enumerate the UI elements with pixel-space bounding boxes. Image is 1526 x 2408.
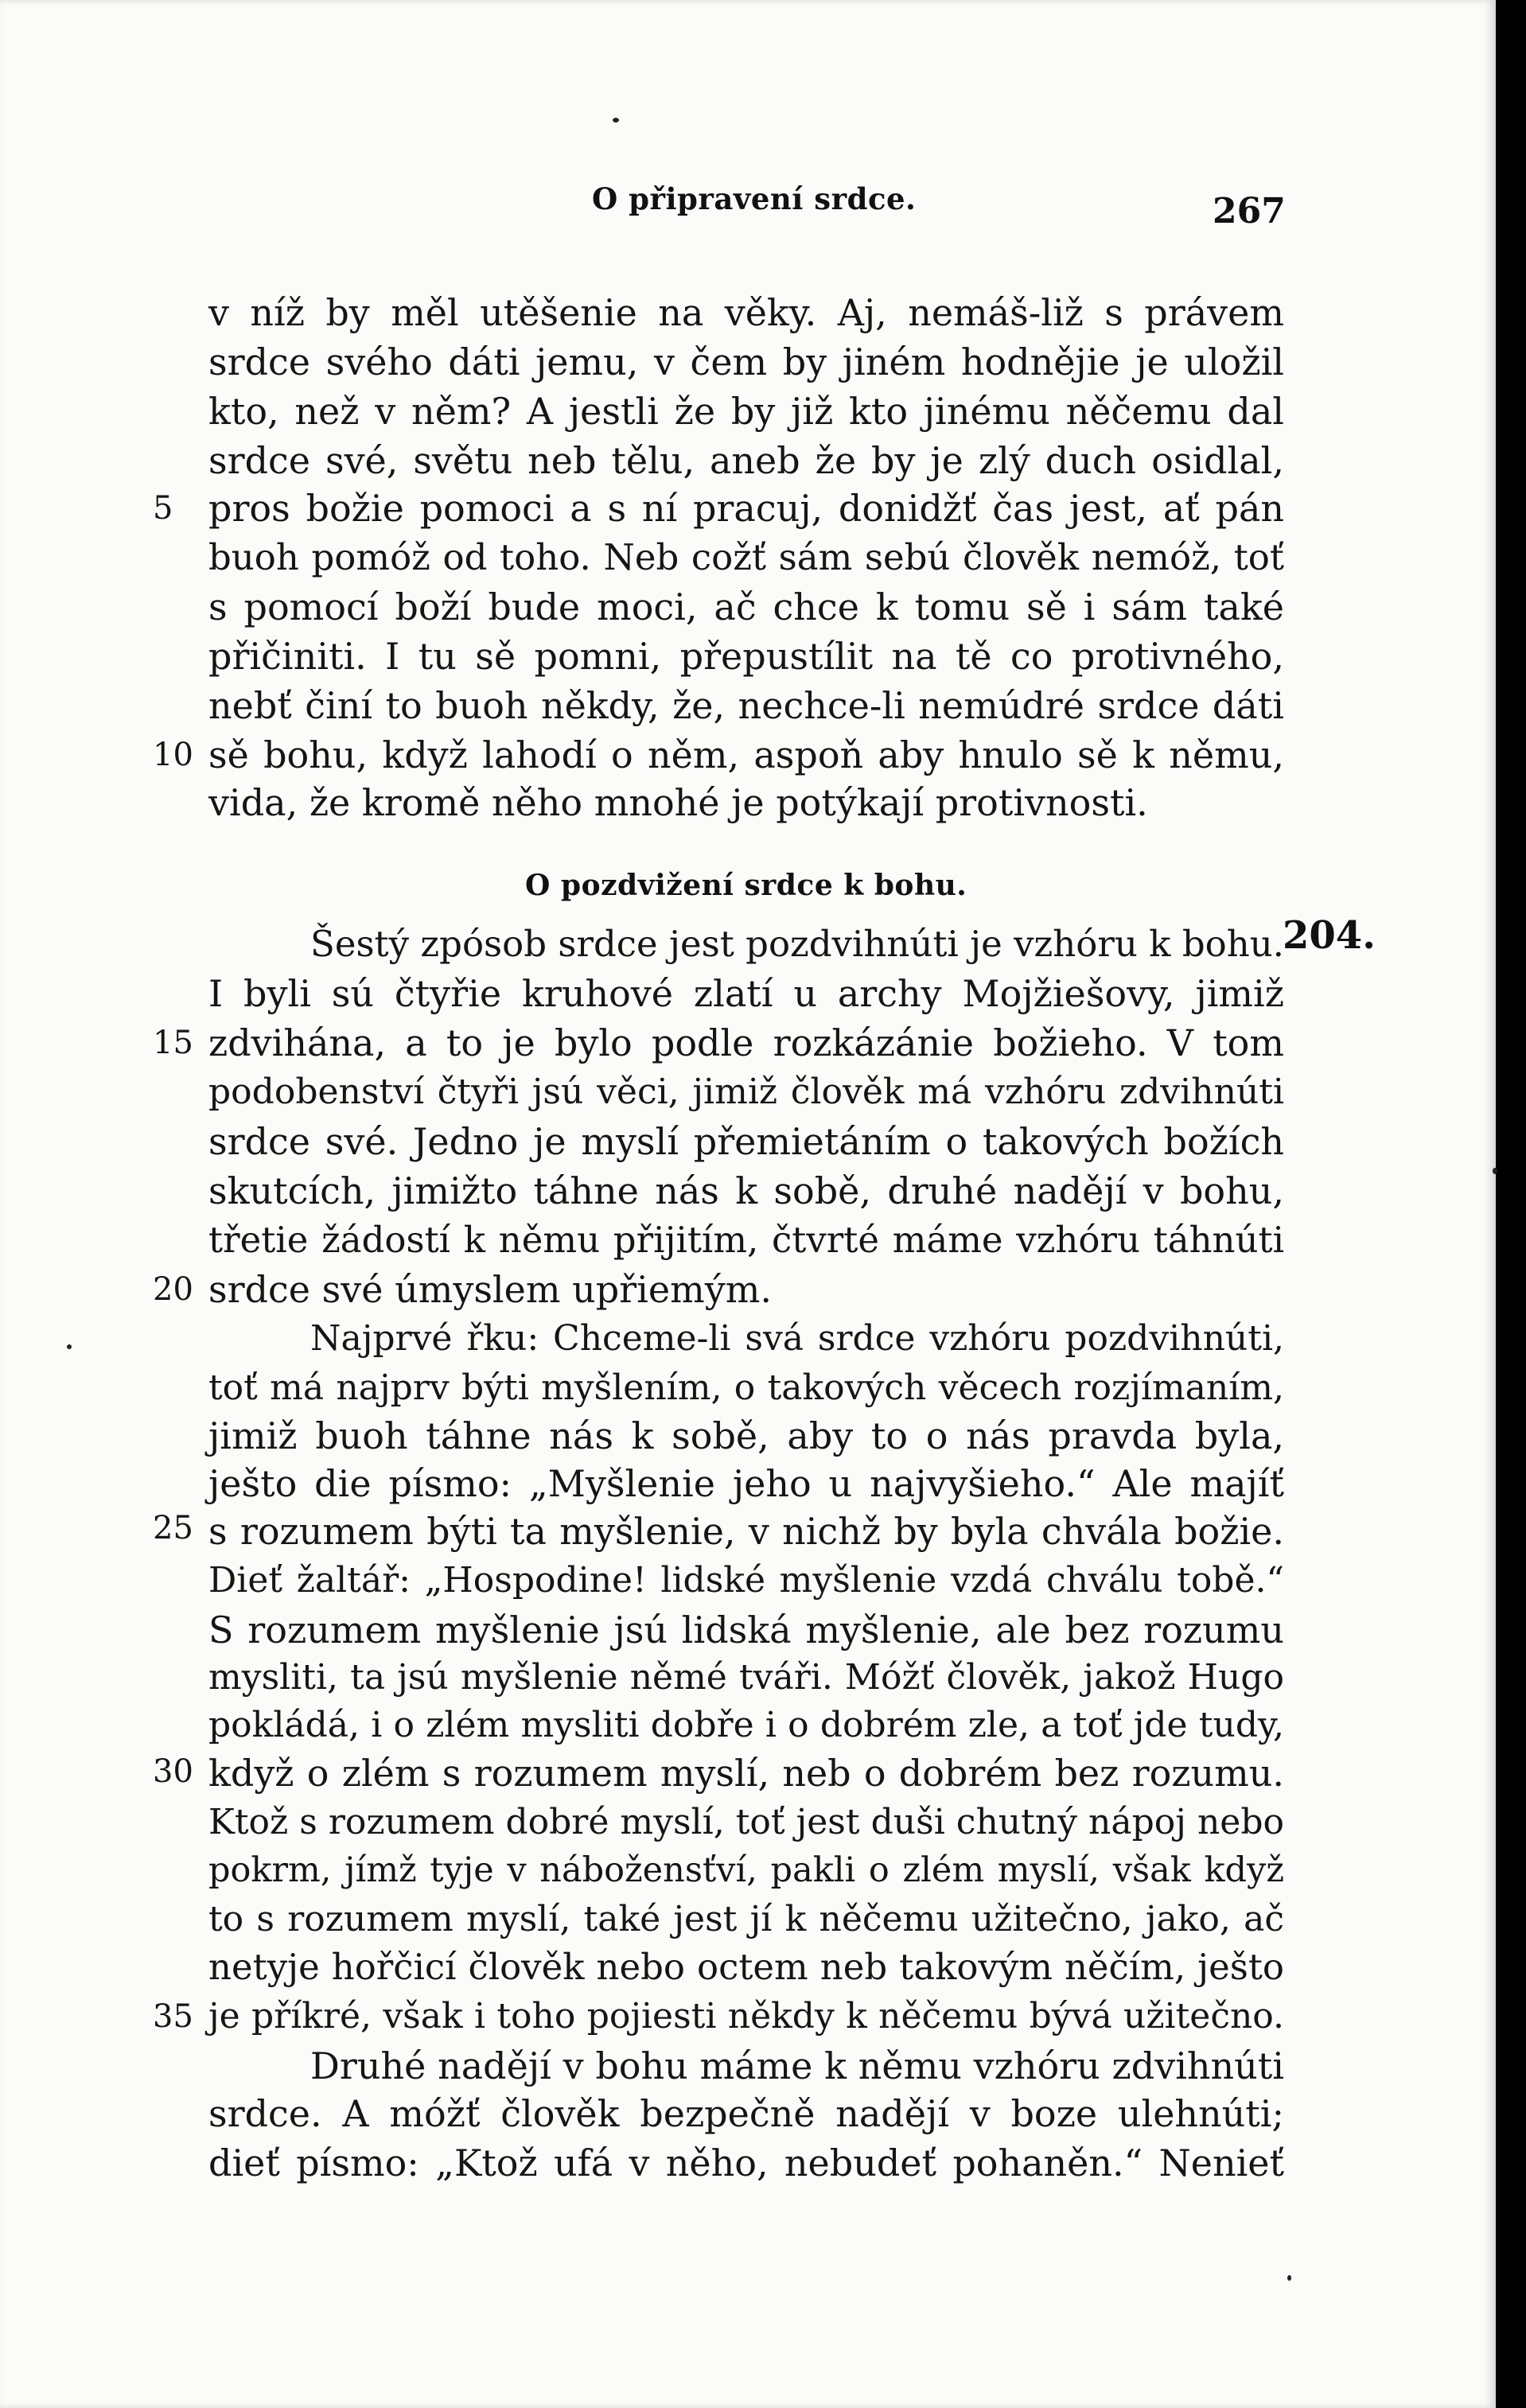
text-line: srdce svého dáti jemu, v čem by jiném hodnějie je uložil — [208, 340, 1284, 383]
text-line: toť má najprv býti myšlením, o takových věcech rozjímaním, — [208, 1367, 1284, 1408]
text-line: s rozumem býti ta myšlenie, v nichž by byla chvála božie. — [208, 1510, 1284, 1553]
text-line: buoh pomóž od toho. Neb cožť sám sebú člověk nemóž, toť — [208, 536, 1284, 578]
text-line: srdce své, světu neb tělu, aneb že by je zlý duch osidlal, — [208, 439, 1284, 482]
text-line: když o zlém s rozumem myslí, neb o dobrém bez rozumu. — [208, 1752, 1284, 1795]
text-line: to s rozumem myslí, také jest jí k něčemu užitečno, jako, ač — [208, 1899, 1284, 1939]
text-line: sě bohu, když lahodí o něm, aspoň aby hnulo sě k němu, — [208, 733, 1284, 776]
text-line: dieť písmo: „Ktož ufá v něho, nebudeť pohaněn.“ Nenieť — [208, 2142, 1284, 2184]
text-line: ješto die písmo: „Myšlenie jeho u najvyšieho.“ Ale majíť — [208, 1462, 1284, 1505]
text-line: srdce své úmyslem upřiemým. — [208, 1268, 772, 1311]
text-line: vida, že kromě něho mnohé je potýkají protivnosti. — [208, 781, 1148, 824]
text-line: Šestý zpósob srdce jest pozdvihnúti je vzhóru k bohu. — [310, 923, 1284, 965]
print-speck — [1287, 2275, 1291, 2281]
text-line: srdce své. Jedno je myslí přemietáním o takových božích — [208, 1120, 1284, 1163]
line-number: 15 — [153, 1025, 193, 1061]
text-line: pokládá, i o zlém mysliti dobře i o dobrém zle, a toť jde tudy, — [208, 1705, 1284, 1745]
running-header-title: O připravení srdce. — [592, 181, 917, 216]
text-line: I byli sú čtyřie kruhové zlatí u archy Mojžiešovy, jimiž — [208, 972, 1284, 1015]
text-line: pokrm, jímž tyje v nábožensťví, pakli o zlém myslí, však když — [208, 1850, 1284, 1890]
margin-section-number: 204. — [1283, 913, 1376, 958]
text-line: Dieť žaltář: „Hospodine! lidské myšlenie vzdá chválu tobě.“ — [208, 1560, 1284, 1601]
page-number: 267 — [1213, 191, 1286, 231]
text-line: Najprvé řku: Chceme-li svá srdce vzhóru pozdvihnúti, — [310, 1318, 1284, 1359]
line-number: 10 — [153, 737, 193, 773]
section-heading: O pozdvižení srdce k bohu. — [525, 869, 967, 902]
text-line: v níž by měl utěšenie na věky. Aj, nemáš-liž s právem — [208, 291, 1284, 334]
text-line: skutcích, jimižto táhne nás k sobě, druhé nadějí v bohu, — [208, 1169, 1284, 1212]
line-number: 30 — [153, 1753, 193, 1790]
text-line: jimiž buoh táhne nás k sobě, aby to o nás pravda byla, — [208, 1414, 1284, 1457]
text-line: pros božie pomoci a s ní pracuj, donidžť čas jest, ať pán — [208, 487, 1284, 530]
text-line: srdce. A móžť člověk bezpečně nadějí v boze ulehnúti; — [208, 2092, 1284, 2135]
text-line: zdvihána, a to je bylo podle rozkázánie božieho. V tom — [208, 1021, 1284, 1064]
text-line: nebť činí to buoh někdy, že, nechce-li nemúdré srdce dáti — [208, 684, 1284, 727]
line-number: 35 — [153, 1998, 193, 2035]
text-line: Druhé nadějí v bohu máme k němu vzhóru zdvihnúti — [310, 2044, 1284, 2087]
text-line: s pomocí boží bude moci, ač chce k tomu sě i sám také — [208, 585, 1284, 628]
text-line: S rozumem myšlenie jsú lidská myšlenie, ale bez rozumu — [208, 1609, 1284, 1651]
text-line: netyje hořčicí člověk nebo octem neb takovým něčím, ješto — [208, 1946, 1284, 1988]
text-line: kto, než v něm? A jestli že by již kto jinému něčemu dal — [208, 390, 1284, 433]
text-line: Ktož s rozumem dobré myslí, toť jest duši chutný nápoj nebo — [208, 1802, 1284, 1842]
text-line: přičiniti. I tu sě pomni, přepustílit na tě co protivného, — [208, 635, 1284, 678]
text-line: třetie žádostí k němu přijitím, čtvrté máme vzhóru táhnúti — [208, 1219, 1284, 1261]
text-line: podobenství čtyři jsú věci, jimiž člověk má vzhóru zdvihnúti — [208, 1072, 1284, 1112]
text-line: je příkré, však i toho pojiesti někdy k něčemu bývá užitečno. — [208, 1996, 1284, 2036]
text-line: mysliti, ta jsú myšlenie němé tváři. Móžť člověk, jakož Hugo — [208, 1657, 1284, 1698]
print-speck — [67, 1344, 72, 1349]
print-speck — [613, 118, 619, 123]
line-number: 20 — [153, 1271, 193, 1308]
line-number: 5 — [153, 490, 173, 527]
line-number: 25 — [153, 1510, 193, 1546]
print-speck — [1493, 1168, 1497, 1174]
